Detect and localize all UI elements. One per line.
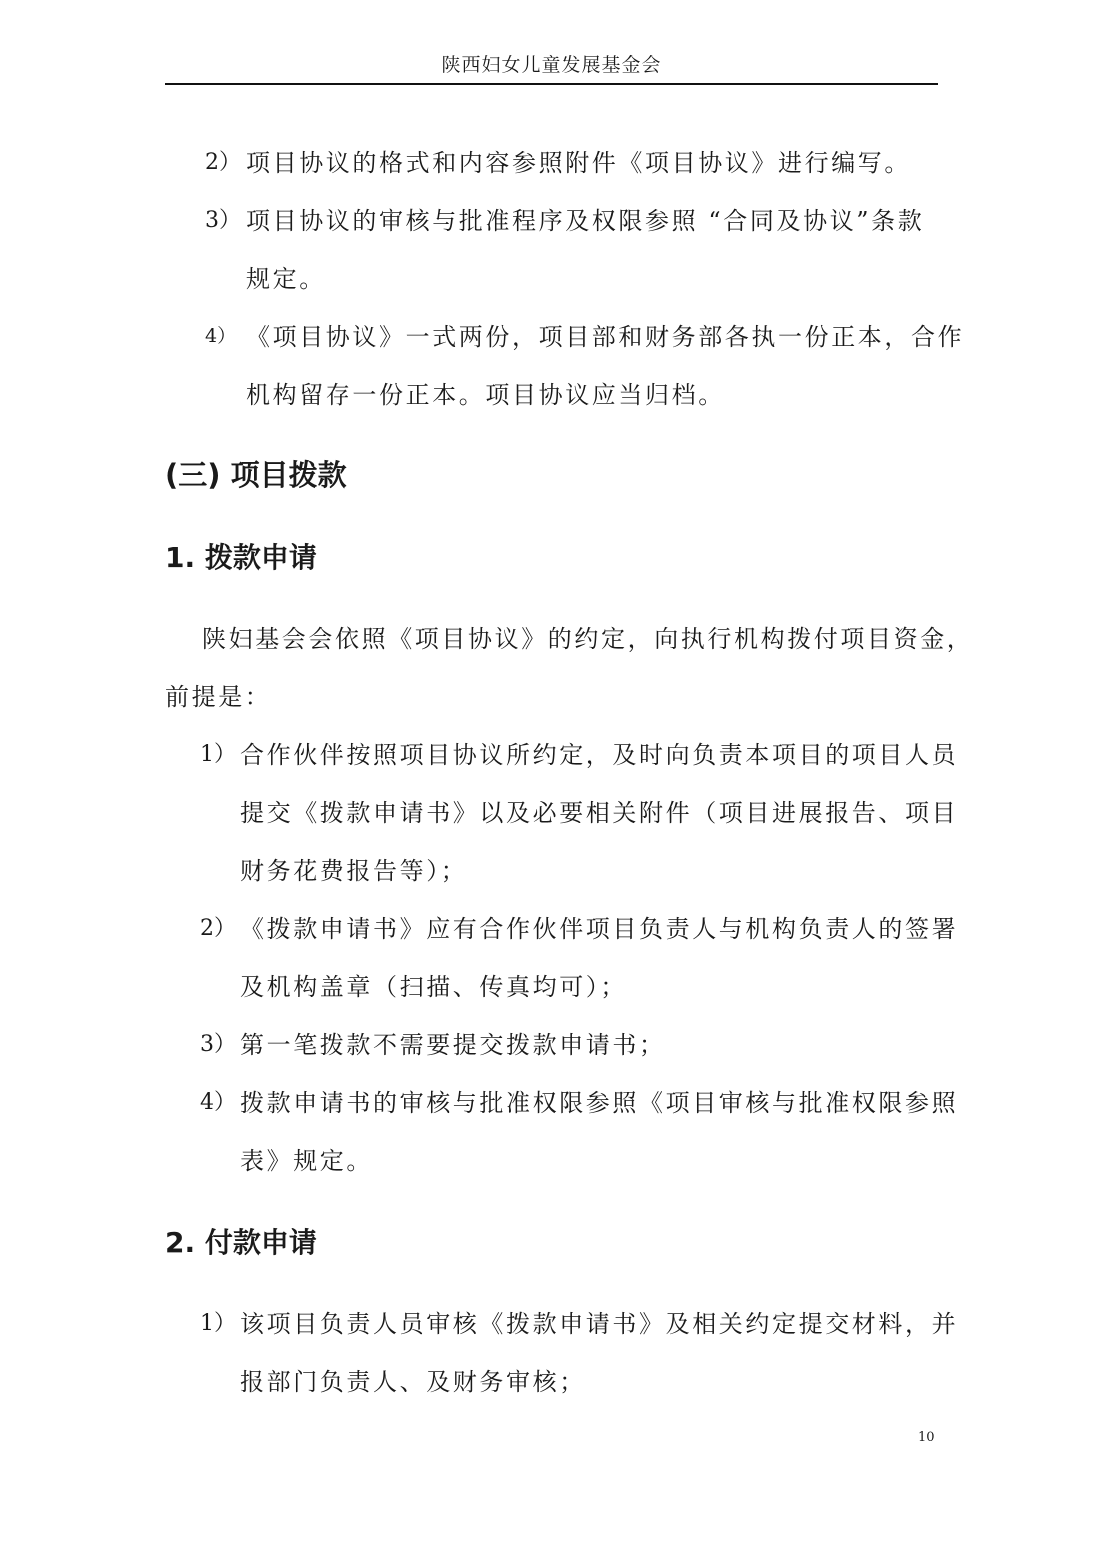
- subsection-heading: 1. 拨款申请: [165, 541, 317, 574]
- list-item-text: 机构留存一份正本。项目协议应当归档。: [246, 381, 725, 409]
- list-item-text: 该项目负责人员审核《拨款申请书》及相关约定提交材料，并: [240, 1310, 959, 1338]
- page-header: 陕西妇女儿童发展基金会: [441, 54, 662, 76]
- section-heading: (三) 项目拨款: [165, 458, 347, 492]
- list-item-text: 合作伙伴按照项目协议所约定，及时向负责本项目的项目人员: [240, 741, 959, 769]
- list-number: 1）: [200, 1311, 236, 1336]
- list-item-text: 提交《拨款申请书》以及必要相关附件（项目进展报告、项目: [240, 799, 959, 827]
- list-item-text: 项目协议的格式和内容参照附件《项目协议》进行编写。: [246, 149, 911, 177]
- list-item-text: 第一笔拨款不需要提交拨款申请书；: [240, 1031, 666, 1059]
- page-number: 10: [918, 1430, 935, 1445]
- list-number: 4）: [200, 1090, 236, 1115]
- paragraph-line: 前提是：: [165, 683, 272, 711]
- list-item-text: 《项目协议》一式两份，项目部和财务部各执一份正本，合作: [246, 323, 965, 351]
- list-item-text: 表》规定。: [240, 1147, 373, 1175]
- list-number: 4）: [205, 325, 237, 347]
- list-item-text: 财务花费报告等）；: [240, 857, 468, 885]
- list-item-text: 及机构盖章（扫描、传真均可）；: [240, 973, 627, 1001]
- list-number: 2）: [200, 916, 236, 941]
- list-number: 3）: [205, 208, 241, 233]
- list-item-text: 规定。: [246, 265, 326, 293]
- list-number: 3）: [200, 1032, 236, 1057]
- list-item-text: 报部门负责人、及财务审核；: [240, 1368, 586, 1396]
- list-number: 2）: [205, 150, 241, 175]
- list-item-text: 项目协议的审核与批准程序及权限参照 “合同及协议”条款: [246, 207, 925, 235]
- header-rule: [165, 83, 938, 85]
- list-number: 1）: [200, 742, 236, 767]
- list-item-text: 《拨款申请书》应有合作伙伴项目负责人与机构负责人的签署: [240, 915, 959, 943]
- paragraph-line: 陕妇基会会依照《项目协议》的约定，向执行机构拨付项目资金，: [202, 625, 974, 653]
- list-item-text: 拨款申请书的审核与批准权限参照《项目审核与批准权限参照: [240, 1089, 959, 1117]
- subsection-heading: 2. 付款申请: [165, 1226, 317, 1259]
